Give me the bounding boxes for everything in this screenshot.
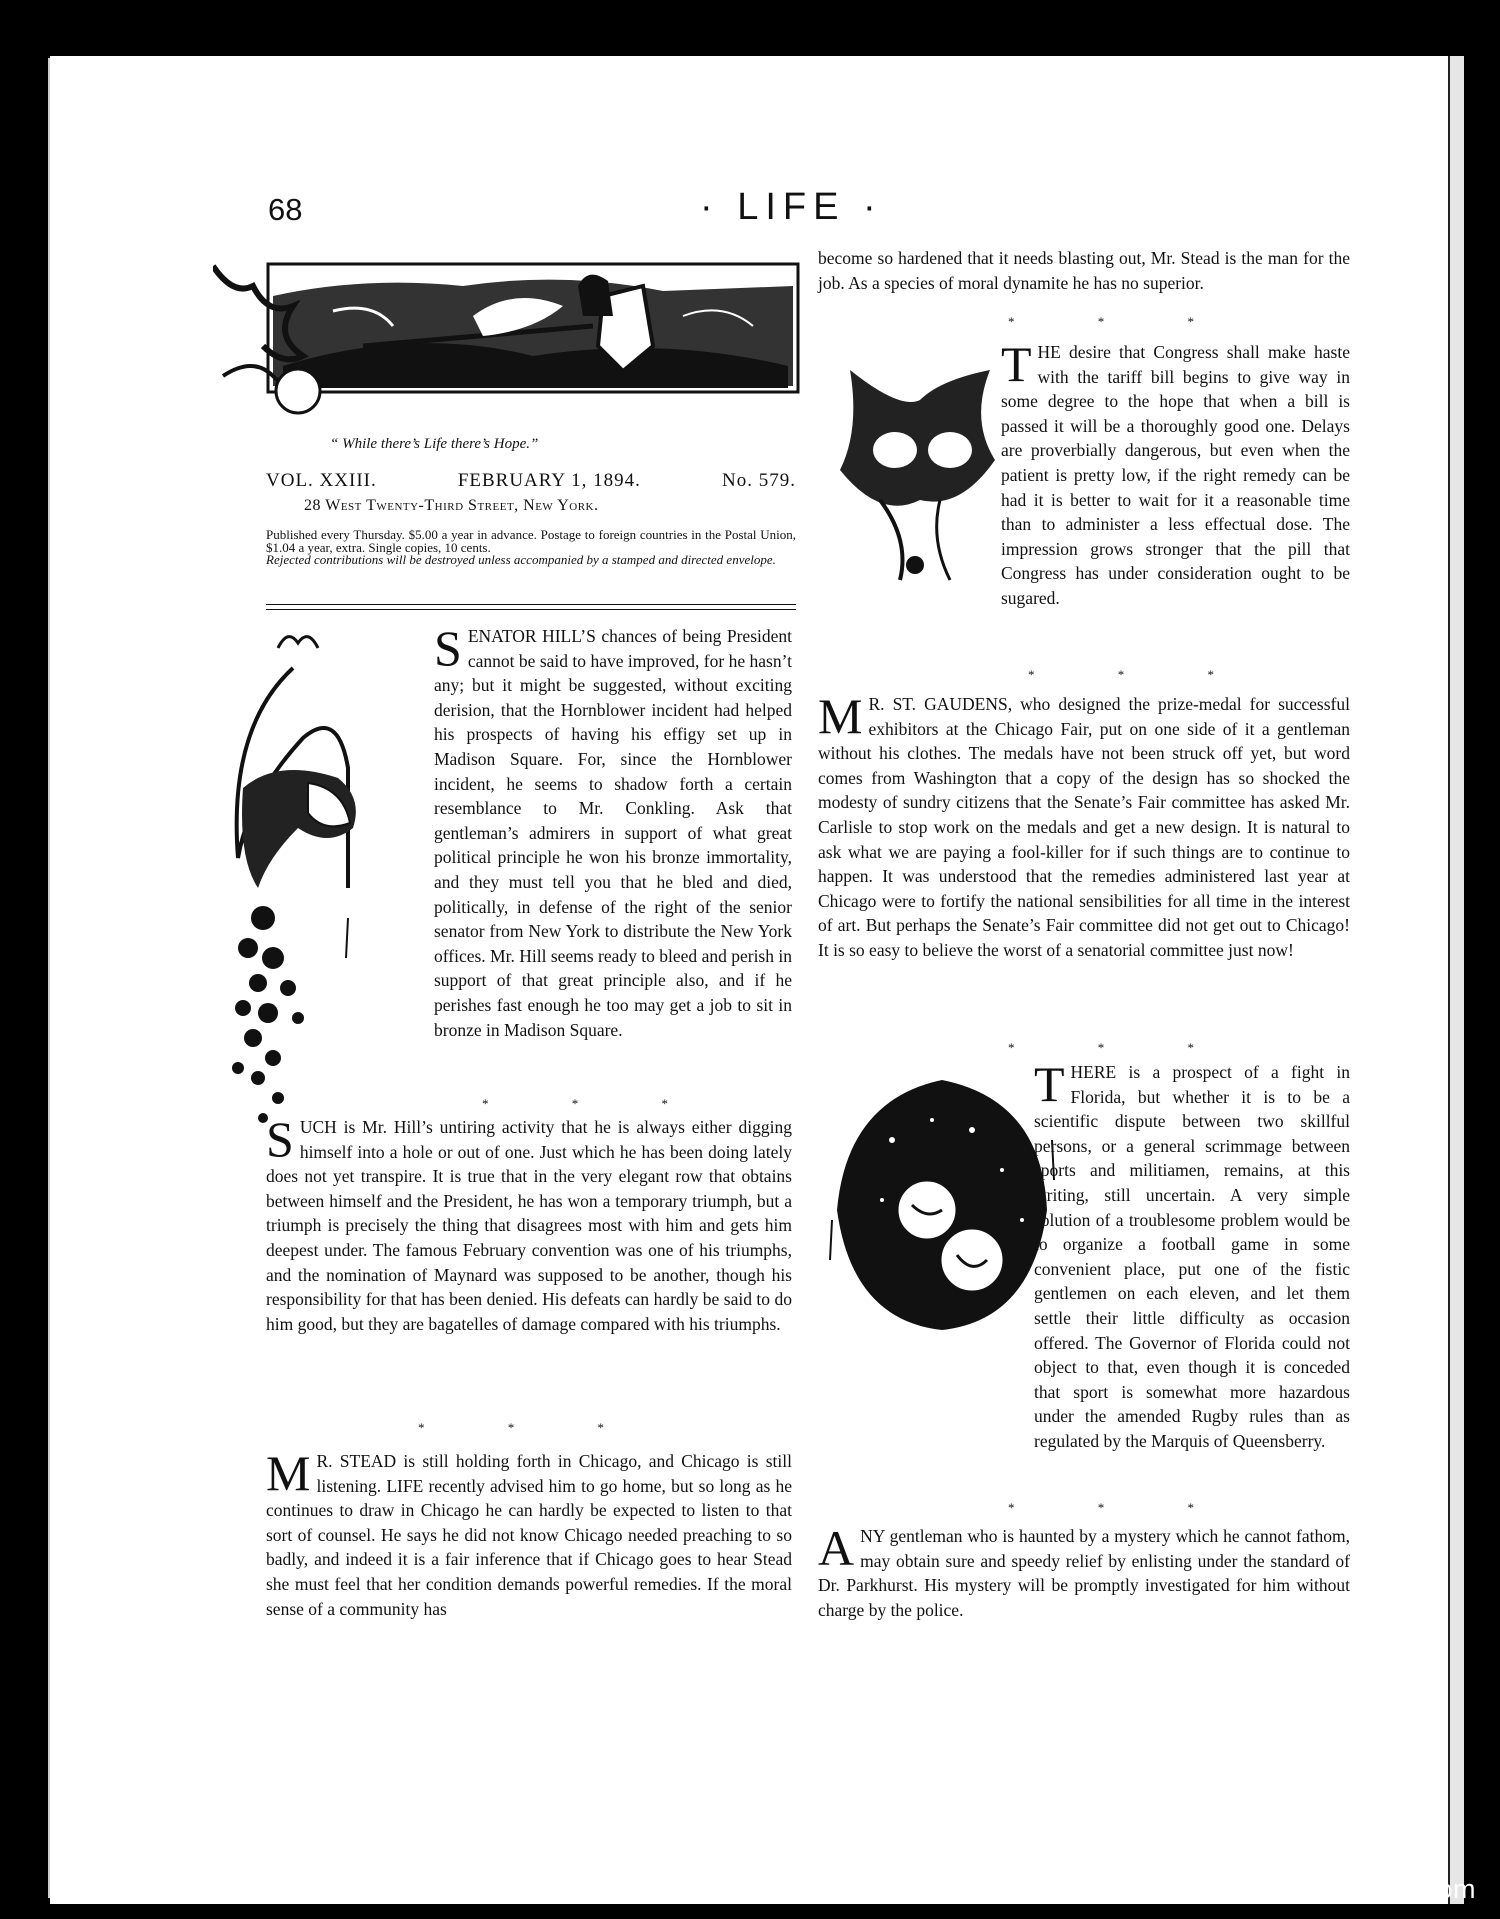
article-congress-tariff [1001,336,1350,611]
subscription-notice: Published every Thursday. $5.00 a year in advance. Postage to foreign countries in the Postal Union, $1.04 a year, extra. Single copies, 10 cents. [266,527,796,555]
article-text: ENATOR HILL’S chances of being President cannot be said to have improved, for he hasn’t any; but it might be suggested, without exciting derision, that the Hornblower incident had helped his prospects of having his effigy set up in Madison Square. For, since the Hornblower incident, he seems to shadow forth a certain resemblance to Mr. Conkling. Ask that gentleman’s admirers in support of what great political principle he won his bronze immortality, and they must tell you that he bled and died, politically, in defense of the right of the senior senator from New York to distribute the New York offices. Mr. Hill seems ready to bleed and perish in support of that great principle also, and if he perishes fast enough he too may get a job to sit in bronze in Madison Square. [434,626,792,1040]
article-st-gaudens [818,688,1350,963]
banner-motto: “ While there’s Life there’s Hope.” [330,436,539,452]
article-text: UCH is Mr. Hill’s untiring activity that he is always either digging himself into a hole or out of one. Just which he has been doing lately does not yet transpire. It is true that in the very elegant row that obtains between himself and the President, he has won a temporary triumph, but a triumph is precisely the thing that disagrees most with him and gets him deepest under. The famous February convention was one of his triumphs, and the nomination of Maynard was supposed to be another, though his responsibility for that has been denied. His defeats can hardly be said to do him good, but they are bagatelles of damage compared with his triumphs. [266,1117,792,1334]
masthead-title: · LIFE · [700,186,883,228]
publisher-address: 28 West Twenty-Third Street, New York. [304,497,599,514]
article-text: R. STEAD is still holding forth in Chicago, and Chicago is still listening. LIFE recently advised him to go home, but so long as he continues to draw in Chicago he can hardly be expected to listen to that sort of counsel. He says he did not know Chicago needed preaching to so badly, and indeed it is a fair inference that if Chicago goes to hear Stead she must feel that her condition demands powerful remedies. If the moral sense of a community has [266,1451,792,1619]
article-mr-stead [266,1445,792,1621]
watermark: comicbooks.com [1267,1874,1476,1904]
drop-cap: M [818,688,863,744]
drop-cap: T [1034,1056,1065,1112]
volume-line [266,470,796,492]
issue-number: No. 579. [722,470,796,491]
article-parkhurst [818,1520,1350,1622]
rejection-notice: Rejected contributions will be destroyed unless accompanied by a stamped and directed envelope. [266,552,776,567]
section-divider-stars: * * * [1008,1500,1234,1515]
section-divider-stars: * * * [1008,1040,1234,1055]
issue-date: FEBRUARY 1, 1894. [457,470,641,491]
article-text: HERE is a prospect of a fight in Florida, but whether it is to be a scientific dispute between two skillful persons, or a general scrimmage between sports and militiamen, remains, at this writing, still uncertain. A very simple solution of a troublesome problem would be to organize a football game in some convenient place, put one of the fistic gentlemen on each eleven, and let them settle their little difficulty as occasion offered. The Governor of Florida could not object to that, even though it is conceded that sport is somewhat more hazardous under the amended Rugby rules than as regulated by the Marquis of Queensberry. [1034,1062,1350,1451]
article-text: HE desire that Congress shall make haste with the tariff bill begins to give way in some degree to the hope that when a bill is passed it will be a thoroughly good one. Delays are proverbially dangerous, but even when the patient is pretty low, if the right remedy can be had it is better to wait for it a reasonable time than to administer a less effectual dose. The impression grows stronger that the pill that Congress has under consideration ought to be sugared. [1001,342,1350,608]
header-banner-illustration [213,256,803,424]
article-text: NY gentleman who is haunted by a mystery which he cannot fathom, may obtain sure and speedy relief by enlisting under the standard of Dr. Parkhurst. His mystery will be promptly investigated for him without charge by the police. [818,1526,1350,1620]
horse-vignette-illustration [218,628,368,1128]
section-divider-stars: * * * [482,1096,708,1111]
page-edge-right [1448,56,1464,1904]
boxers-vignette-illustration [822,1060,1062,1360]
divider-rule [266,604,796,605]
section-divider-stars: * * * [418,1420,644,1435]
article-senator-hill [434,620,792,1042]
article-text: R. ST. GAUDENS, who designed the prize-medal for successful exhibitors at the Chicago Fair, put on one side of it a gentleman without his clothes. The medals have not been struck off yet, but word comes from Washington that a copy of the design has so shocked the modesty of sundry citizens that the Senate’s Fair committee has asked Mr. Carlisle to stop work on the medals and get a new design. It is natural to ask what we are paying a fool-killer for if such things are to continue to happen. It was understood that the remedies administered last year at Chicago were to fortify the national sensibilities for all time in the interest of art. But perhaps the Senate’s Fair committee did not get out to Chicago! It is so easy to believe the worst of a senatorial committee just now! [818,694,1350,960]
drop-cap: T [1001,336,1032,392]
drop-cap: S [434,620,462,676]
page-number: 68 [268,192,303,227]
divider-rule [266,609,796,610]
donkey-vignette-illustration [820,350,1020,590]
volume-number: VOL. XXIII. [266,470,377,491]
article-florida-fight [1034,1056,1350,1454]
drop-cap: A [818,1520,855,1576]
article-hill-activity [266,1111,792,1336]
drop-cap: S [266,1111,294,1167]
section-divider-stars: * * * [1008,314,1234,329]
article-stead-continued [818,246,1350,295]
section-divider-stars: * * * [1028,667,1254,682]
article-text: become so hardened that it needs blasting out, Mr. Stead is the man for the job. As a species of moral dynamite he has no superior. [818,248,1350,293]
drop-cap: M [266,1445,311,1501]
publication-notice [266,529,796,567]
